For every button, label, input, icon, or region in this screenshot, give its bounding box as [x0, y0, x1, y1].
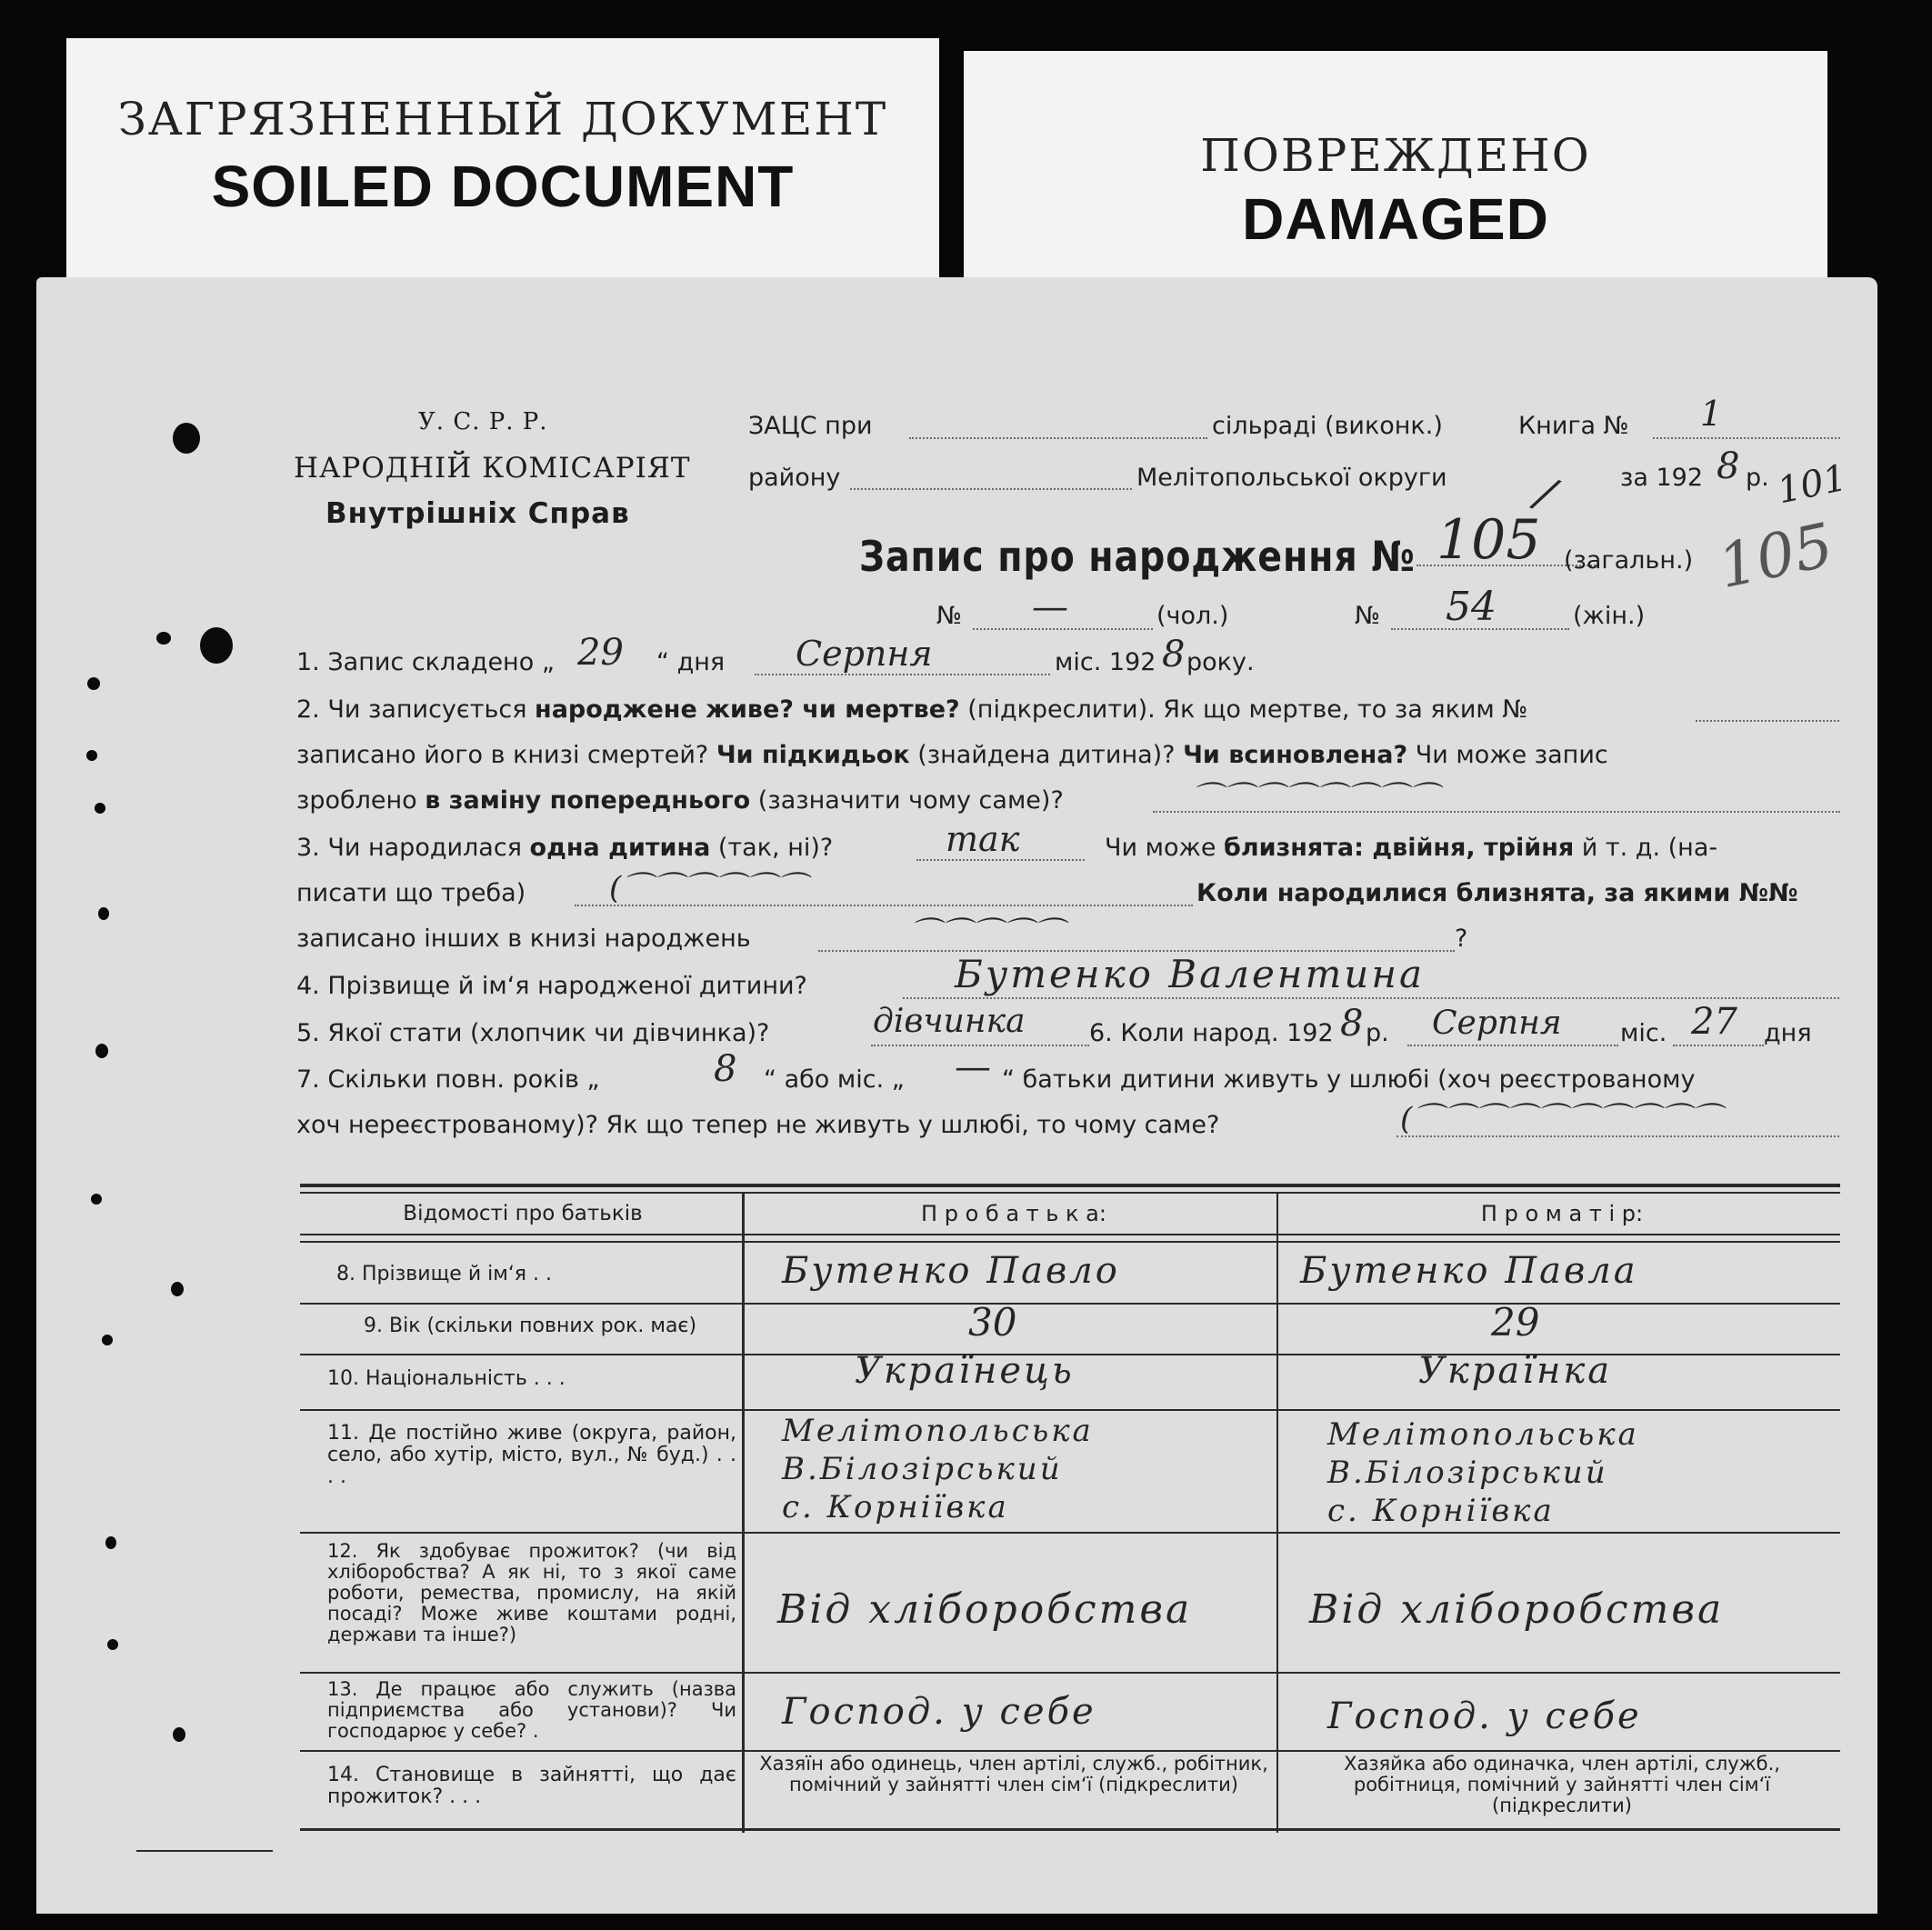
- father-residence-handwritten: Мелітопольська В.Білозірський с. Корніївка: [782, 1413, 1094, 1525]
- q7-years-handwritten: 8: [714, 1048, 737, 1090]
- punch-hole: [105, 1536, 116, 1549]
- punch-hole: [102, 1335, 113, 1345]
- q5-label: 5. Якої стати (хлопчик чи дівчинка)?: [296, 1019, 770, 1047]
- punch-hole: [91, 1194, 102, 1205]
- q3-dash-handwritten: (⌒⌒⌒⌒⌒⌒: [609, 870, 807, 906]
- q6-month-label: міс.: [1620, 1019, 1667, 1047]
- ussr-heading: У. С. Р. Р.: [418, 408, 548, 435]
- table-row-label: 12. Як здобуває прожиток? (чи від хліборобства? А як ні, то з якої саме роботи, ремества, промислу, на якій посаді? Може живе коштами родні, держави та інше?): [327, 1540, 736, 1645]
- q4-name-field: [903, 997, 1839, 999]
- table-col-divider: [1276, 1192, 1278, 1833]
- margin-rule: [136, 1850, 273, 1852]
- q3-answer-handwritten: так: [946, 819, 1020, 859]
- table-head-rule-double: [300, 1241, 1840, 1243]
- father-nationality-handwritten: Українець: [855, 1350, 1075, 1392]
- q2-line2: записано його в книзі смертей? Чи підкидьок (знайдена дитина)? Чи всиновлена? Чи може запис: [296, 741, 1608, 769]
- punch-hole: [171, 1282, 184, 1296]
- punch-hole: [200, 627, 233, 664]
- q1-month-label: міс. 192: [1055, 648, 1156, 676]
- q7-line2: хоч нереєстрованому)? Як що тепер не живуть у шлюбі, то чому саме?: [296, 1111, 1220, 1139]
- q3-dash2-handwritten: ⌒⌒⌒⌒⌒: [909, 915, 1064, 952]
- q6-year-suffix: р.: [1366, 1019, 1389, 1047]
- male-no-label: №: [936, 602, 963, 630]
- zags-label: ЗАЦС при: [748, 412, 873, 440]
- punch-hole: [86, 750, 97, 761]
- q6-day-handwritten: 27: [1691, 1001, 1737, 1043]
- table-row-rule: [300, 1303, 1840, 1305]
- father-employment-options: Хазяїн або одинець, член артілі, служб., робітник, помічний у зайнятті член сім‘ї (підкреслити): [759, 1753, 1268, 1795]
- mother-age-handwritten: 29: [1491, 1300, 1540, 1345]
- table-row-rule: [300, 1672, 1840, 1674]
- punch-hole: [95, 1044, 108, 1058]
- table-row-label: 13. Де працює або служить (назва підприємства або установи)? Чи господарює у себе? .: [327, 1678, 736, 1742]
- q7-dash-handwritten: (⌒⌒⌒⌒⌒⌒⌒⌒⌒⌒: [1400, 1101, 1722, 1137]
- punch-hole: [173, 423, 200, 454]
- record-title: Запис про народження №: [859, 532, 1416, 581]
- q7-line1-a: 7. Скільки повн. років „: [296, 1065, 600, 1094]
- q3-line3-end: ?: [1455, 925, 1468, 953]
- table-row-label: 8. Прізвище й ім‘я . .: [336, 1263, 553, 1285]
- mother-workplace-handwritten: Господ. у себе: [1327, 1695, 1642, 1737]
- birth-record-sheet: [36, 277, 1877, 1914]
- margin-number-101: 101: [1774, 456, 1851, 513]
- table-row-label: 11. Де постійно живе (округа, район, село, або хутір, місто, вул., № буд.) . . . .: [327, 1422, 736, 1488]
- q3-answer-field: [916, 859, 1085, 861]
- q7-line1-c: “ батьки дитини живуть у шлюбі (хоч реєстрованому: [1002, 1065, 1696, 1094]
- table-row-rule: [300, 1750, 1840, 1752]
- table-row-label: 9. Вік (скільки повних рок. має): [364, 1315, 697, 1337]
- q2-dash-handwritten: ⌒⌒⌒⌒⌒⌒⌒⌒: [1191, 780, 1438, 816]
- damaged-label-ru: ПОВРЕЖДЕНО: [1200, 129, 1591, 182]
- female-number-handwritten: 54: [1446, 584, 1497, 630]
- father-workplace-handwritten: Господ. у себе: [782, 1691, 1096, 1733]
- mother-employment-options: Хазяйка або одиначка, член артілі, служб., робітниця, помічний у зайнятті член сім‘ї (підкреслити): [1344, 1753, 1780, 1816]
- margin-number-105: 105: [1712, 509, 1839, 603]
- table-row-label: 14. Становище в зайнятті, що дає прожиток? . . .: [327, 1764, 736, 1808]
- q1-label: 1. Запис складено „: [296, 648, 555, 676]
- q6-day-field: [1673, 1045, 1764, 1046]
- q3-line2-left: писати що треба): [296, 879, 526, 907]
- table-bottom-rule: [300, 1828, 1840, 1831]
- table-head-mother: П р о м а т і р:: [1480, 1201, 1644, 1226]
- q5-sex-handwritten: дівчинка: [873, 1003, 1026, 1040]
- q6-year-handwritten: 8: [1340, 1003, 1364, 1045]
- table-head-father: П р о б а т ь к а:: [921, 1201, 1106, 1226]
- mother-residence-handwritten: Мелітопольська В.Білозірський с. Корніївка: [1327, 1416, 1639, 1529]
- damaged-label-en: DAMAGED: [1242, 186, 1549, 252]
- raion-field: [850, 488, 1132, 490]
- table-head-rule: [300, 1234, 1840, 1235]
- q1-month-field: [755, 674, 1050, 675]
- general-label: (загальн.): [1564, 546, 1694, 575]
- q2-line3: зроблено в заміну попереднього (зазначити чому саме)?: [296, 786, 1064, 815]
- q1-year-label: року.: [1186, 648, 1255, 676]
- punch-hole: [95, 803, 105, 814]
- okruga-label: Мелітопольської округи: [1136, 464, 1447, 492]
- q1-month-handwritten: Серпня: [796, 634, 933, 674]
- punch-hole: [107, 1639, 118, 1650]
- table-row-label: 10. Національність . . .: [327, 1367, 566, 1390]
- commissariat-heading: НАРОДНІЙ КОМІСАРІЯТ: [294, 452, 691, 485]
- year-handwritten: 8: [1717, 445, 1740, 487]
- table-row-rule: [300, 1532, 1840, 1534]
- internal-affairs-heading: Внутрішніх Справ: [325, 497, 630, 530]
- male-number-field: [973, 628, 1153, 630]
- punch-hole: [98, 907, 109, 920]
- table-col-divider: [742, 1192, 745, 1833]
- father-name-handwritten: Бутенко Павло: [782, 1250, 1120, 1292]
- punch-hole: [156, 632, 171, 645]
- q6-month-handwritten: Серпня: [1432, 1005, 1562, 1042]
- year-suffix: р.: [1746, 464, 1769, 492]
- q7-line1-b: “ або міс. „: [764, 1065, 905, 1094]
- male-number-handwritten: —: [1032, 586, 1068, 628]
- q1-day-handwritten: 29: [577, 632, 624, 674]
- stroke-mark: /: [1529, 466, 1562, 521]
- q2-death-number-field: [1696, 720, 1839, 722]
- soiled-label-ru: ЗАГРЯЗНЕННЫЙ ДОКУМЕНТ: [117, 93, 888, 145]
- punch-hole: [87, 677, 100, 690]
- raion-label: району: [748, 464, 841, 492]
- q3-line2-right: Коли народилися близнята, за якими №№: [1196, 879, 1798, 907]
- soiled-document-label: [66, 38, 939, 291]
- record-number-handwritten: 105: [1436, 508, 1541, 572]
- silradi-label: сільраді (виконк.): [1212, 412, 1443, 440]
- father-age-handwritten: 30: [968, 1300, 1017, 1345]
- female-label: (жін.): [1573, 602, 1646, 630]
- book-label: Книга №: [1518, 412, 1629, 440]
- q3-line1-left: 3. Чи народилася одна дитина (так, ні)?: [296, 834, 834, 862]
- q1-day-label: “ дня: [656, 648, 726, 676]
- mother-livelihood-handwritten: Від хліборобства: [1309, 1586, 1725, 1633]
- q2-line1: 2. Чи записується народжене живе? чи мертве? (підкреслити). Як що мертве, то за яким №: [296, 695, 1528, 724]
- q3-line3-left: записано інших в книзі народжень: [296, 925, 751, 953]
- zags-field: [909, 437, 1207, 439]
- q4-label: 4. Прізвище й ім‘я народженої дитини?: [296, 972, 807, 1000]
- damaged-document-label: [964, 51, 1827, 291]
- father-livelihood-handwritten: Від хліборобства: [777, 1586, 1193, 1633]
- table-top-rule-thin: [300, 1192, 1840, 1194]
- book-field: [1653, 437, 1840, 439]
- q6-day-label: дня: [1764, 1019, 1812, 1047]
- q3-line1-right: Чи може близнята: двійня, трійня й т. д. (на-: [1105, 834, 1718, 862]
- q1-year-handwritten: 8: [1162, 634, 1186, 675]
- q6-month-field: [1407, 1045, 1618, 1046]
- year-label: за 192: [1620, 464, 1704, 492]
- mother-nationality-handwritten: Українка: [1418, 1350, 1613, 1392]
- table-row-rule: [300, 1409, 1840, 1411]
- soiled-label-en: SOILED DOCUMENT: [211, 154, 795, 219]
- q4-name-handwritten: Бутенко Валентина: [955, 952, 1426, 996]
- female-no-label: №: [1355, 602, 1381, 630]
- mother-name-handwritten: Бутенко Павла: [1300, 1250, 1638, 1292]
- q6-label: 6. Коли народ. 192: [1089, 1019, 1334, 1047]
- book-number-handwritten: 1: [1700, 394, 1723, 434]
- table-head-info: Відомості про батьків: [403, 1202, 643, 1225]
- male-label: (чол.): [1156, 602, 1229, 630]
- table-top-rule: [300, 1184, 1840, 1187]
- q7-months-handwritten: —: [955, 1046, 991, 1088]
- punch-hole: [173, 1727, 185, 1742]
